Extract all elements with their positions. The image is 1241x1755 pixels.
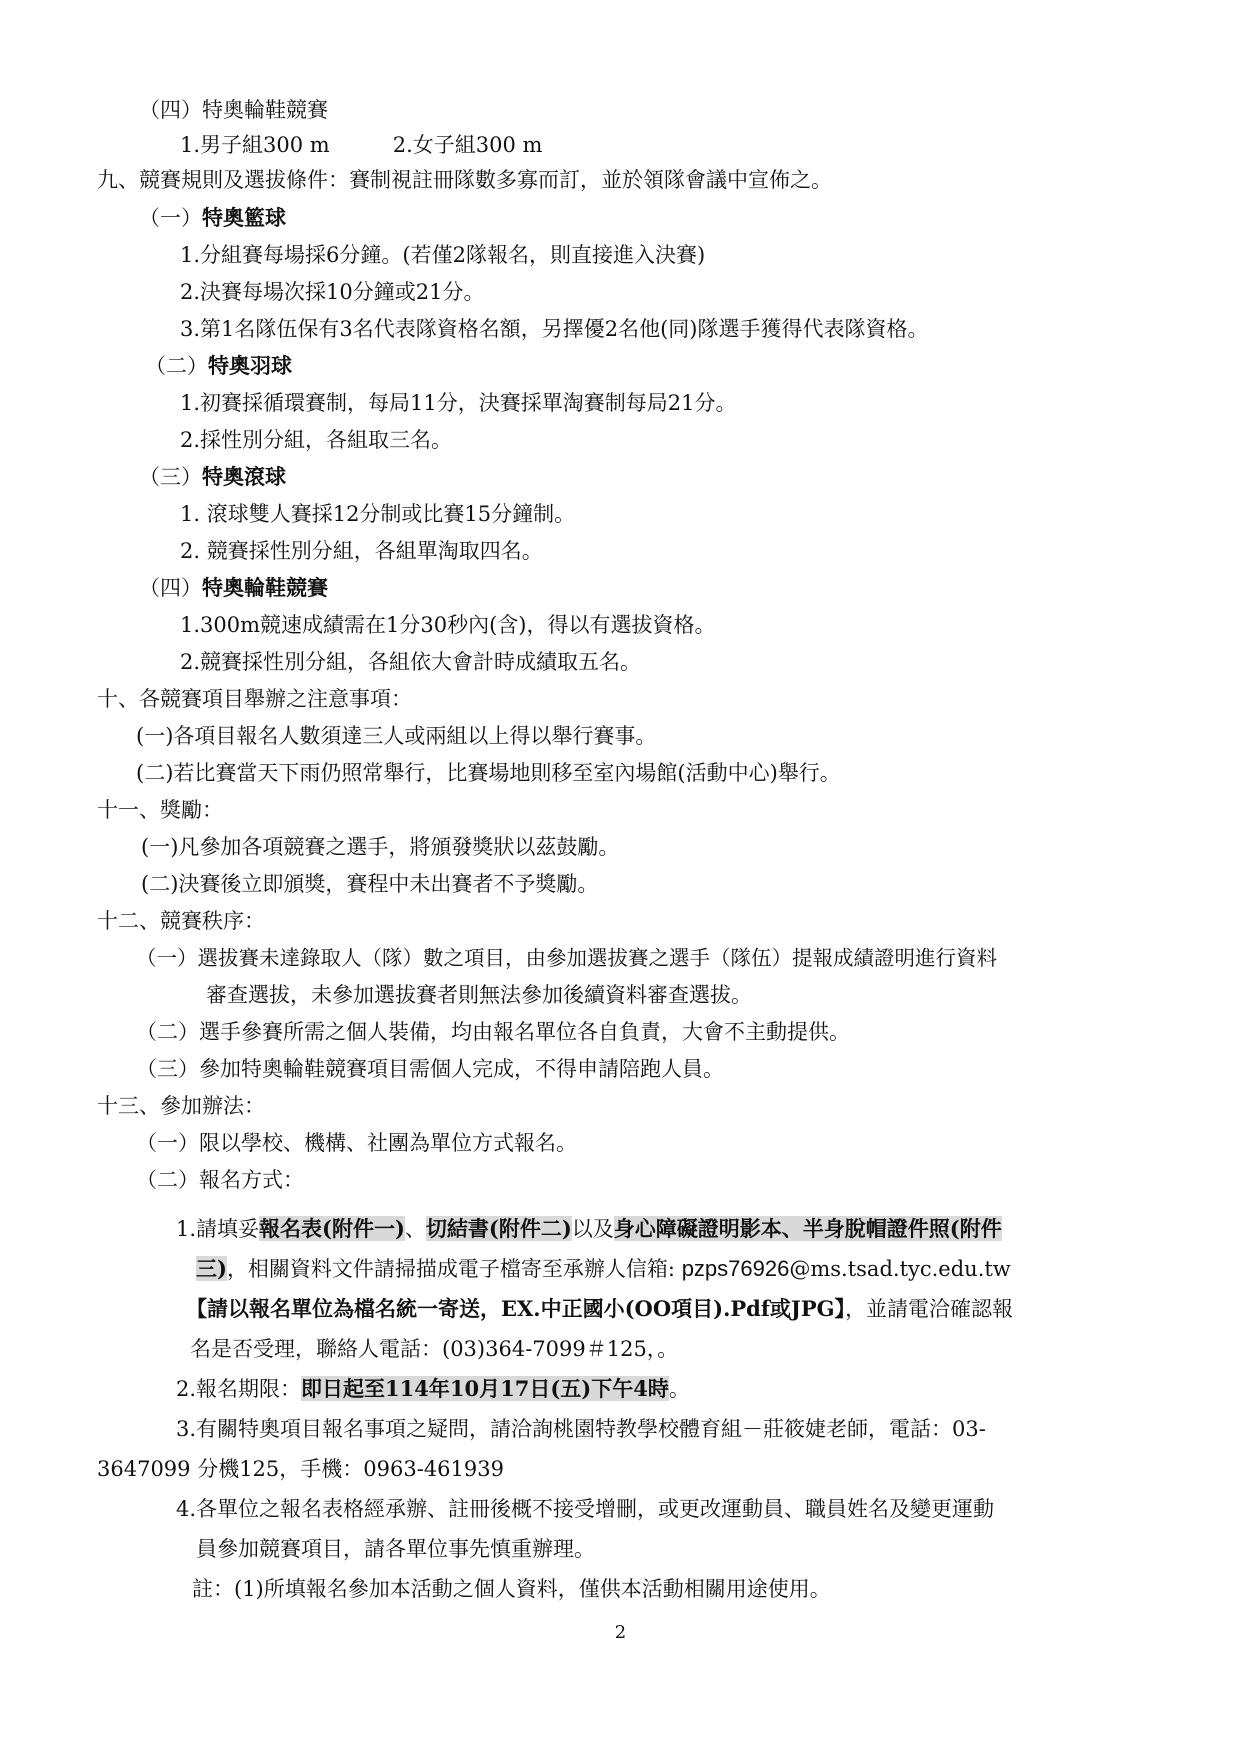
section-9-title: 九、競賽規則及選拔條件：賽制視註冊隊數多寡而訂，並於領隊會議中宣佈之。	[97, 168, 832, 192]
basketball-title: 特奧籃球	[202, 205, 286, 230]
attachment-2-highlight: 切結書(附件二)	[425, 1216, 572, 1241]
roller-skating-heading: （四）特奧輪鞋競賽	[139, 575, 328, 600]
section-10-item-2: (二)若比賽當天下雨仍照常舉行，比賽場地則移至室內場館(活動中心)舉行。	[136, 761, 841, 785]
section-12-item-3: （三）參加特奧輪鞋競賽項目需個人完成，不得申請陪跑人員。	[136, 1057, 724, 1081]
section-10-title: 十、各競賽項目舉辦之注意事項：	[97, 687, 412, 711]
badminton-rule-1: 1.初賽採循環賽制，每局11分，決賽採單淘賽制每局21分。	[180, 391, 737, 415]
registration-deadline: 2.報名期限：即日起至114年10月17日(五)下午4時。	[176, 1376, 690, 1401]
contact-email-user: pzps76926	[681, 1256, 790, 1281]
registration-item-1-cont: 三)，相關資料文件請掃描成電子檔寄至承辦人信箱: pzps76926@ms.tsad.tyc.edu.tw	[196, 1256, 1011, 1281]
section-13-item-1: （一）限以學校、機構、社團為單位方式報名。	[136, 1131, 577, 1155]
page-number: 2	[614, 1622, 627, 1643]
section-12-item-2: （二）選手參賽所需之個人裝備，均由報名單位各自負責，大會不主動提供。	[136, 1020, 850, 1044]
roller-skating-rule-2: 2.競賽採性別分組，各組依大會計時成績取五名。	[180, 650, 642, 674]
bocce-rule-2: 2. 競賽採性別分組，各組單淘取四名。	[180, 539, 543, 563]
roller-skating-title: 特奧輪鞋競賽	[202, 575, 328, 600]
skate-events-header: （四）特奧輪鞋競賽	[139, 98, 328, 122]
section-12-item-1-cont: 審查選拔，未參加選拔賽者則無法參加後續資料審查選拔。	[206, 983, 752, 1007]
roller-skating-rule-1: 1.300m競速成績需在1分30秒內(含)，得以有選拔資格。	[180, 613, 716, 637]
attachment-3-highlight: 身心障礙證明影本、半身脫帽證件照(附件	[613, 1216, 1002, 1241]
basketball-rule-3: 3.第1名隊伍保有3名代表隊資格名額，另擇優2名他(同)隊選手獲得代表隊資格。	[180, 317, 929, 341]
deadline-highlight: 即日起至114年10月17日(五)下午4時	[301, 1376, 669, 1401]
section-13-title: 十三、參加辦法：	[97, 1094, 265, 1118]
section-12-title: 十二、競賽秩序：	[97, 909, 265, 933]
registration-item-1: 1.請填妥報名表(附件一)、切結書(附件二)以及身心障礙證明影本、半身脫帽證件照(附件	[176, 1216, 1002, 1241]
section-10-item-1: (一)各項目報名人數須達三人或兩組以上得以舉行賽事。	[136, 724, 657, 748]
section-11-item-1: (一)凡參加各項競賽之選手，將頒發獎狀以茲鼓勵。	[141, 835, 620, 859]
badminton-title: 特奧羽球	[208, 353, 292, 378]
section-11-item-2: (二)決賽後立即頒獎，賽程中未出賽者不予獎勵。	[141, 872, 599, 896]
bocce-title: 特奧滾球	[202, 464, 286, 489]
attachment-1-highlight: 報名表(附件一)	[259, 1216, 405, 1241]
registration-item-4-cont: 員參加競賽項目，請各單位事先慎重辦理。	[196, 1537, 595, 1561]
section-13-item-2: （二）報名方式：	[136, 1168, 304, 1192]
basketball-rule-2: 2.決賽每場次採10分鐘或21分。	[180, 280, 485, 304]
privacy-note: 註：(1)所填報名參加本活動之個人資料，僅供本活動相關用途使用。	[192, 1577, 831, 1601]
skate-events-list: 1.男子組300 m 2.女子組300 m	[180, 133, 543, 157]
bocce-heading: （三）特奧滾球	[139, 464, 286, 489]
registration-item-4: 4.各單位之報名表格經承辦、註冊後概不接受增刪，或更改運動員、職員姓名及變更運動	[176, 1497, 995, 1521]
basketball-heading: （一）特奧籃球	[139, 205, 286, 230]
badminton-rule-2: 2.採性別分組，各組取三名。	[180, 428, 453, 452]
registration-item-1-phone: 名是否受理，聯絡人電話：(03)364-7099＃125，。	[190, 1337, 679, 1361]
registration-item-1-filename-note: 【請以報名單位為檔名統一寄送，EX.中正國小(OO項目).Pdf或JPG】，並請電洽確認報	[186, 1296, 1014, 1321]
contact-email-domain: @ms.tsad.tyc.edu.tw	[789, 1257, 1011, 1281]
registration-inquiry-cont: 3647099 分機125，手機：0963-461939	[97, 1457, 504, 1481]
registration-inquiry: 3.有關特奧項目報名事項之疑問，請洽詢桃園特教學校體育組－莊筱婕老師，電話：03-	[176, 1417, 986, 1441]
section-12-item-1: （一）選拔賽未達錄取人（隊）數之項目，由參加選拔賽之選手（隊伍）提報成績證明進行資料	[136, 946, 997, 970]
bocce-rule-1: 1. 滾球雙人賽採12分制或比賽15分鐘制。	[180, 502, 576, 526]
attachment-3-highlight-end: 三)	[196, 1256, 227, 1281]
badminton-heading: （二）特奧羽球	[145, 353, 292, 378]
filename-instruction: 【請以報名單位為檔名統一寄送，EX.中正國小(OO項目).Pdf或JPG】	[186, 1296, 846, 1321]
basketball-rule-1: 1.分組賽每場採6分鐘。(若僅2隊報名，則直接進入決賽)	[180, 243, 706, 267]
section-11-title: 十一、獎勵：	[97, 798, 223, 822]
